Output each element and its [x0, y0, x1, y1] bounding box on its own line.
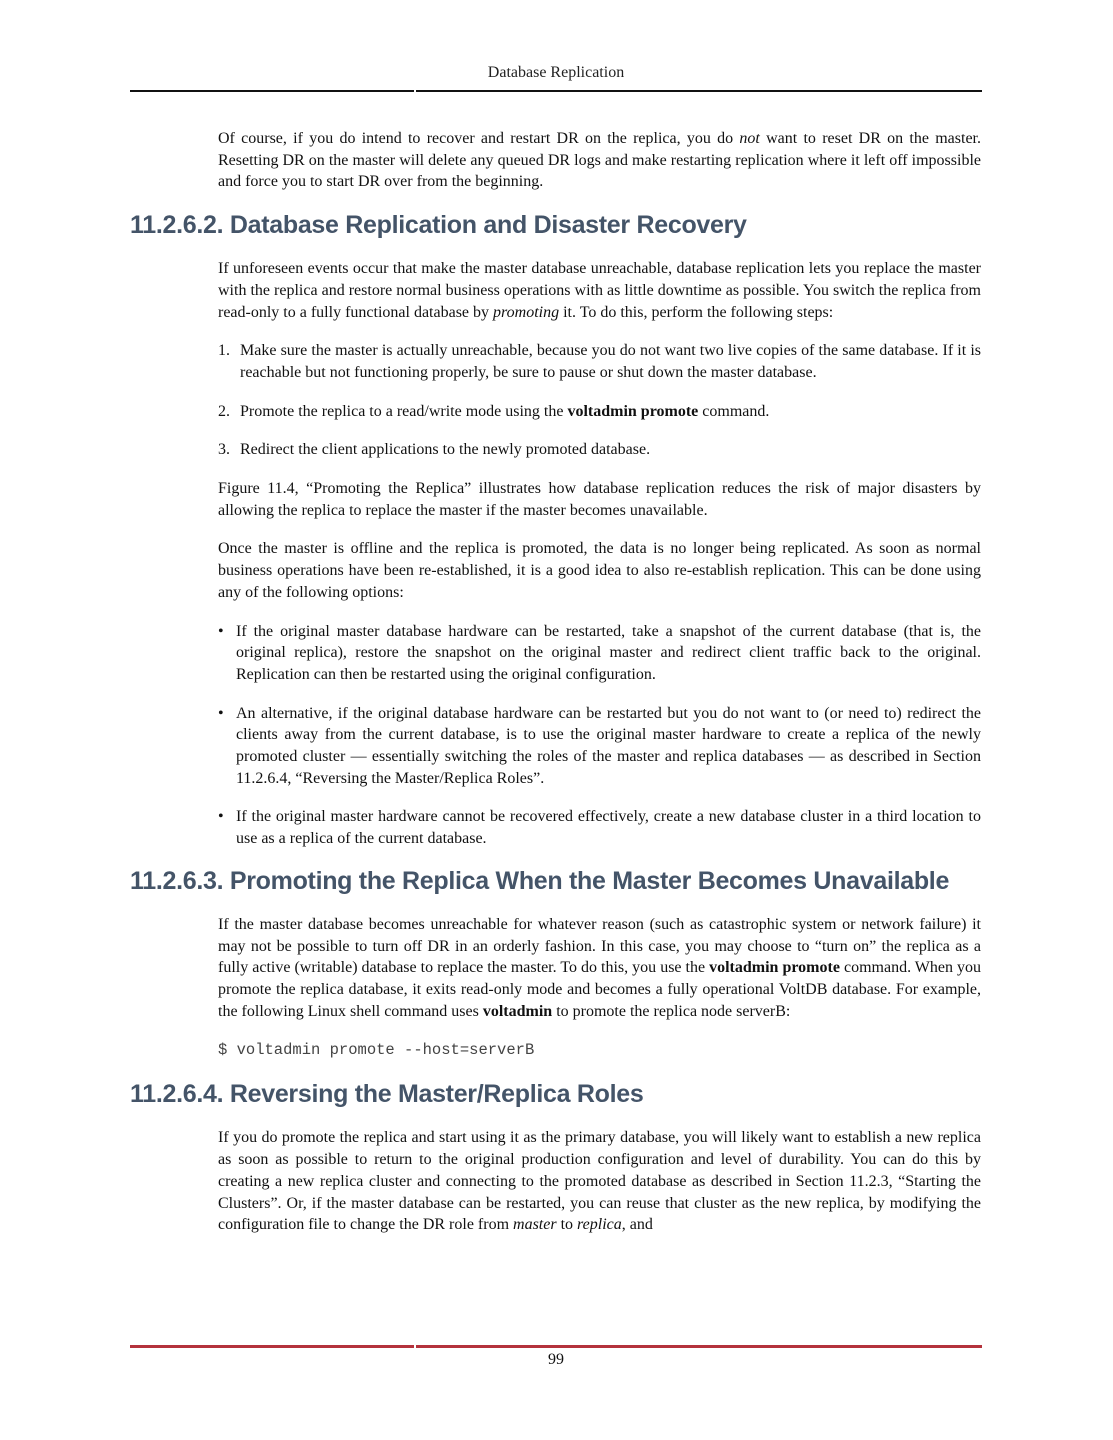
list-item — [218, 401, 981, 423]
text-run: command. When you promote the replica database, it exits read-only mode and becomes a fully operational VoltDB database. For example, the following Linux shell command uses — [218, 959, 982, 1020]
option-text: If the original master hardware cannot be recovered effectively, create a new database cluster in a third location to use as a replica of the current database. — [236, 808, 981, 848]
text-run: to — [556, 1216, 578, 1234]
list-item — [218, 340, 981, 383]
paragraph — [218, 258, 981, 323]
step-number: 1. — [218, 342, 230, 360]
command-name: voltadmin promote — [567, 402, 699, 420]
text-run: , and — [621, 1216, 653, 1234]
text-run: it. To do this, perform the following steps: — [559, 303, 834, 321]
step-number: 3. — [218, 441, 230, 459]
header-rule — [130, 90, 982, 92]
option-text: If the original master database hardware can be restarted, take a snapshot of the current database (that is, the original replica), restore the snapshot on the original master and redirect client traffic back to the original. Replication can then be restarted using the original configuration. — [236, 622, 981, 683]
bullet-icon: • — [218, 704, 224, 722]
option-text: An alternative, if the original database hardware can be restarted but you do not want to (or need to) redirect the clients away from the current database, is to use the original master hardware to create a replica of the newly promoted cluster — essentially switching the roles of the master and replica databases — as described in Section 11.2.6.4, “Reversing the Master/Replica Roles”. — [236, 704, 981, 787]
running-header: Database Replication — [487, 64, 625, 81]
text-run: want to reset DR on the master. Resetting DR on the master will delete any queued DR logs and make restarting replication where it left off impossible and force you to start DR over from the beginning. — [218, 130, 981, 191]
step-text: Promote the replica to a read/write mode using the — [240, 402, 568, 420]
page-number: 99 — [548, 1351, 564, 1368]
step-text: Make sure the master is actually unreachable, because you do not want two live copies of the same database. If it is reachable but not functioning properly, be sure to pause or shut down the master database. — [240, 342, 981, 381]
bullet-icon: • — [218, 622, 224, 640]
steps-list — [218, 340, 981, 461]
page-content — [0, 128, 1113, 1236]
emphasis: master — [513, 1216, 557, 1234]
section-heading-reversing: 11.2.6.4. Reversing the Master/Replica Roles — [130, 1080, 644, 1109]
text-run: If you do promote the replica and start using it as the primary database, you will likely want to establish a new replica as soon as possible to return to the original production configuration and level of durability. You can do this by creating a new replica cluster and connecting to the promoted database as described in Section 11.2.3, “Starting the Clusters”. Or, if the master database can be restarted, you can reuse that cluster as the new replica, by modifying the configuration file to change the DR role from — [218, 1129, 981, 1234]
text-run: If unforeseen events occur that make the master database unreachable, database replication lets you replace the master with the replica and restore normal business operations with as little downtime as possible. You switch the replica from read-only to a fully functional database by — [218, 260, 981, 321]
intro-paragraph — [218, 128, 981, 193]
list-item — [218, 703, 981, 790]
step-number: 2. — [218, 402, 230, 420]
list-item — [218, 439, 981, 461]
paragraph: Once the master is offline and the replica is promoted, the data is no longer being replicated. As soon as normal business operations have been re-established, it is a good idea to also re-establish replication. This can be done using any of the following options: — [218, 540, 981, 601]
paragraph — [218, 914, 981, 1023]
command-name: voltadmin — [482, 1002, 553, 1020]
emphasis: promoting — [493, 303, 560, 321]
section-heading-dr: 11.2.6.2. Database Replication and Disaster Recovery — [130, 211, 747, 240]
bullet-icon: • — [218, 808, 224, 826]
step-text: command. — [698, 402, 770, 420]
emphasis: replica — [577, 1216, 622, 1234]
code-block: $ voltadmin promote --host=serverB — [218, 1041, 535, 1060]
rule-gap — [414, 1345, 416, 1348]
text-run: to promote the replica node serverB: — [552, 1002, 791, 1020]
list-item — [218, 621, 981, 686]
section-heading-promoting: 11.2.6.3. Promoting the Replica When the Master Becomes Unavailable — [130, 866, 950, 895]
step-text: Redirect the client applications to the newly promoted database. — [240, 441, 651, 459]
text-run: Of course, if you do intend to recover and restart DR on the replica, you do — [218, 130, 740, 147]
options-list — [218, 621, 981, 850]
paragraph — [218, 1127, 981, 1236]
list-item — [218, 806, 981, 849]
command-name: voltadmin promote — [709, 959, 840, 977]
figure-reference-paragraph: Figure 11.4, “Promoting the Replica” illustrates how database replication reduces the risk of major disasters by allowing the replica to replace the master if the master becomes unavailable. — [218, 480, 981, 519]
footer-rule — [130, 1345, 982, 1348]
rule-gap — [414, 90, 416, 92]
emphasis: not — [739, 130, 760, 147]
text-run: If the master database becomes unreachable for whatever reason (such as catastrophic system or network failure) it may not be possible to turn off DR in an orderly fashion. In this case, you may choose to “turn on” the replica as a fully active (writable) database to replace the master. To do this, you use the — [218, 915, 981, 977]
